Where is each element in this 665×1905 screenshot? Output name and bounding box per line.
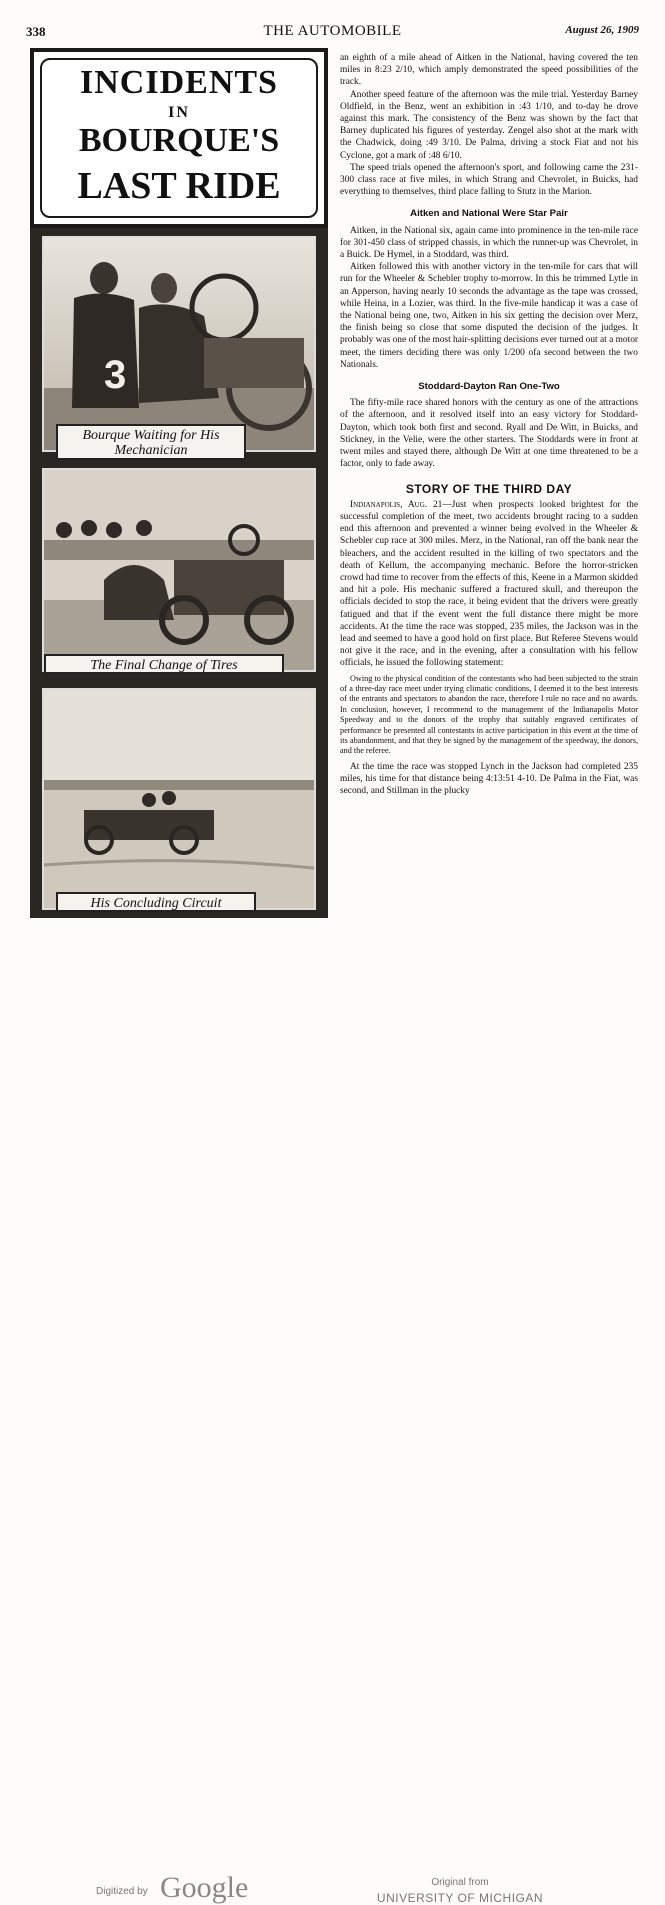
photo-caption: The Final Change of Tires — [44, 654, 284, 674]
google-logo: Google — [160, 1871, 249, 1904]
feature-title-line: INCIDENTS — [80, 64, 278, 101]
article-column — [340, 52, 638, 797]
photo-caption: His Concluding Circuit — [56, 892, 256, 912]
photo-panel-2 — [30, 460, 328, 680]
issue-date: August 26, 1909 — [565, 24, 639, 36]
dateline: Indianapolis, Aug. 21 — [350, 499, 443, 510]
article-paragraph-text: —Just when prospects looked brightest for the successful completion of the meet, two accidents brought racing to a sudden end this afternoon and prevented a winner being evolved in the Wheeler & Schebler cup race at 300 miles. Merz, in the National, ran off the bank near the bleachers, and the accident resulted in the killing of two spectators and the death of Kellum, the accompanying mechanic. Before the horror-stricken crowd had time to recover from the effects of this, Keene in a Marmon skidded and hit a pole. His mechanic suffered a fractured skull, and thereupon the officials decided to stop the race, it being evident that the drivers were greatly fatigued and that if the event went the full distance there might be more accidents. At the time the race was stopped, 235 miles, the Jackson was in the lead and seemed to have a good hold on first place. But Referee Stevens would not give it the race, and in the evening, after a consultation with his fellow officials, he issued the following statement: — [340, 499, 638, 669]
feature-title-panel — [30, 48, 328, 228]
photo-illustration — [44, 470, 314, 670]
photo-illustration — [44, 238, 314, 450]
article-paragraph: At the time the race was stopped Lynch in the Jackson had completed 235 miles, his time for that distance being 4:13:51 4-10. De Palma in the Fiat, was second, and Stillman in the plucky — [340, 761, 638, 797]
photo-bourque-waiting — [42, 236, 316, 452]
referee-statement — [340, 674, 638, 757]
article-paragraph: an eighth of a mile ahead of Aitken in the National, having covered the ten miles in 8:23 2/10, which amply demonstrated the speed possibilities of the track. — [340, 53, 638, 88]
article-paragraph: Aitken followed this with another victory in the ten-mile for cars that will run for the Wheeler & Schebler trophy to-morrow. In this he trimmed Lytle in an Apperson, having nearly 10 seconds the advantage as the tape was crossed, while Heina, in a Lozier, was third. In the five-mile handicap it was a case of the National being one, two, Aitken in his six getting the decision over Merz, the finish being so close that some disputed the decision of the judges. It probably was one of the most hair-splitting decisions ever turned out at a motor meet, the timers deciding there was only 1/200 ofa second between the two Nationals. — [340, 262, 638, 370]
scan-footer — [0, 935, 665, 1905]
section-subhead: Stoddard-Dayton Ran One-Two — [418, 381, 560, 393]
photo-illustration — [44, 690, 314, 908]
article-paragraph: Aitken, in the National six, again came into prominence in the ten-mile race for 301-450 class of stripped chassis, in which the runner-up was Chevrolet, in a Buick. De Hymel, in a Stoddard, was third. — [340, 225, 638, 261]
article-paragraph: The fifty-mile race shared honors with the century as one of the attractions of the afternoon, and it resolved itself into an easy victory for Stoddard-Dayton, which took both first and second. Ryall and De Witt, in Buicks, and Stickney, in the Velie, were the other starters. The Stoddards were in front at twent miles and stayed there, although De Witt at one time threatened to be a factor, only to fade away. — [340, 398, 638, 470]
original-from-label: Original from — [431, 1877, 489, 1888]
photo-panel-3 — [30, 680, 328, 918]
story-headline: STORY OF THE THIRD DAY — [405, 481, 573, 496]
library-name: UNIVERSITY OF MICHIGAN — [376, 1891, 544, 1905]
section-subhead: Aitken and National Were Star Pair — [410, 208, 568, 220]
page-header — [0, 0, 665, 46]
article-paragraph: The speed trials opened the afternoon's sport, and following came the 231-300 class race at five miles, in which Strang and Chevrolet, in Buicks, had everything to themselves, third place falling to Stutz in the Marion. — [340, 162, 638, 198]
photo-concluding-circuit — [42, 688, 316, 910]
feature-title-line: IN — [168, 104, 190, 121]
digitized-by-label: Digitized by — [96, 1886, 148, 1897]
statement-text: Owing to the physical condition of the contestants who had been subjected to the strain of a three-day race meet under trying climatic conditions, I deemed it to the best interests of the entrants and spectators to abandon the race, therefore I rule no race and no awards. In conclusion, however, I recommend to the management of the Indianapolis Motor Speedway and to the donors of the trophy that suitably engraved certificates of performance be presented all contestants in active participation in this event at the time of its abandonment, and that they be signed by the management of the speedway, the donors, and the referee. — [340, 673, 638, 756]
photo-final-change — [42, 468, 316, 672]
page-number: 338 — [26, 24, 46, 39]
article-paragraph — [340, 499, 638, 670]
svg-text:3: 3 — [104, 353, 127, 397]
photo-panel-1 — [30, 228, 328, 460]
feature-title-line: BOURQUE'S — [78, 122, 280, 159]
photo-feature-column — [30, 48, 328, 918]
feature-title-line: LAST RIDE — [77, 165, 281, 207]
article-paragraph: Another speed feature of the afternoon was the mile trial. Yesterday Barney Oldfield, in the Benz, went an exhibition in :43 1/10, and to-day he drove against this mark. The consistency of the Benz was shown by the fact that Barney duplicated his figures of yesterday. Zengel also shot at the mark with the Chadwick, doing :49 3/10. De Palma, driving a stock Fiat and not his Cyclone, got a mark of :48 6/10. — [340, 89, 638, 161]
photo-caption: Bourque Waiting for His Mechanician — [56, 424, 246, 460]
publication-title: THE AUTOMOBILE — [263, 23, 402, 39]
